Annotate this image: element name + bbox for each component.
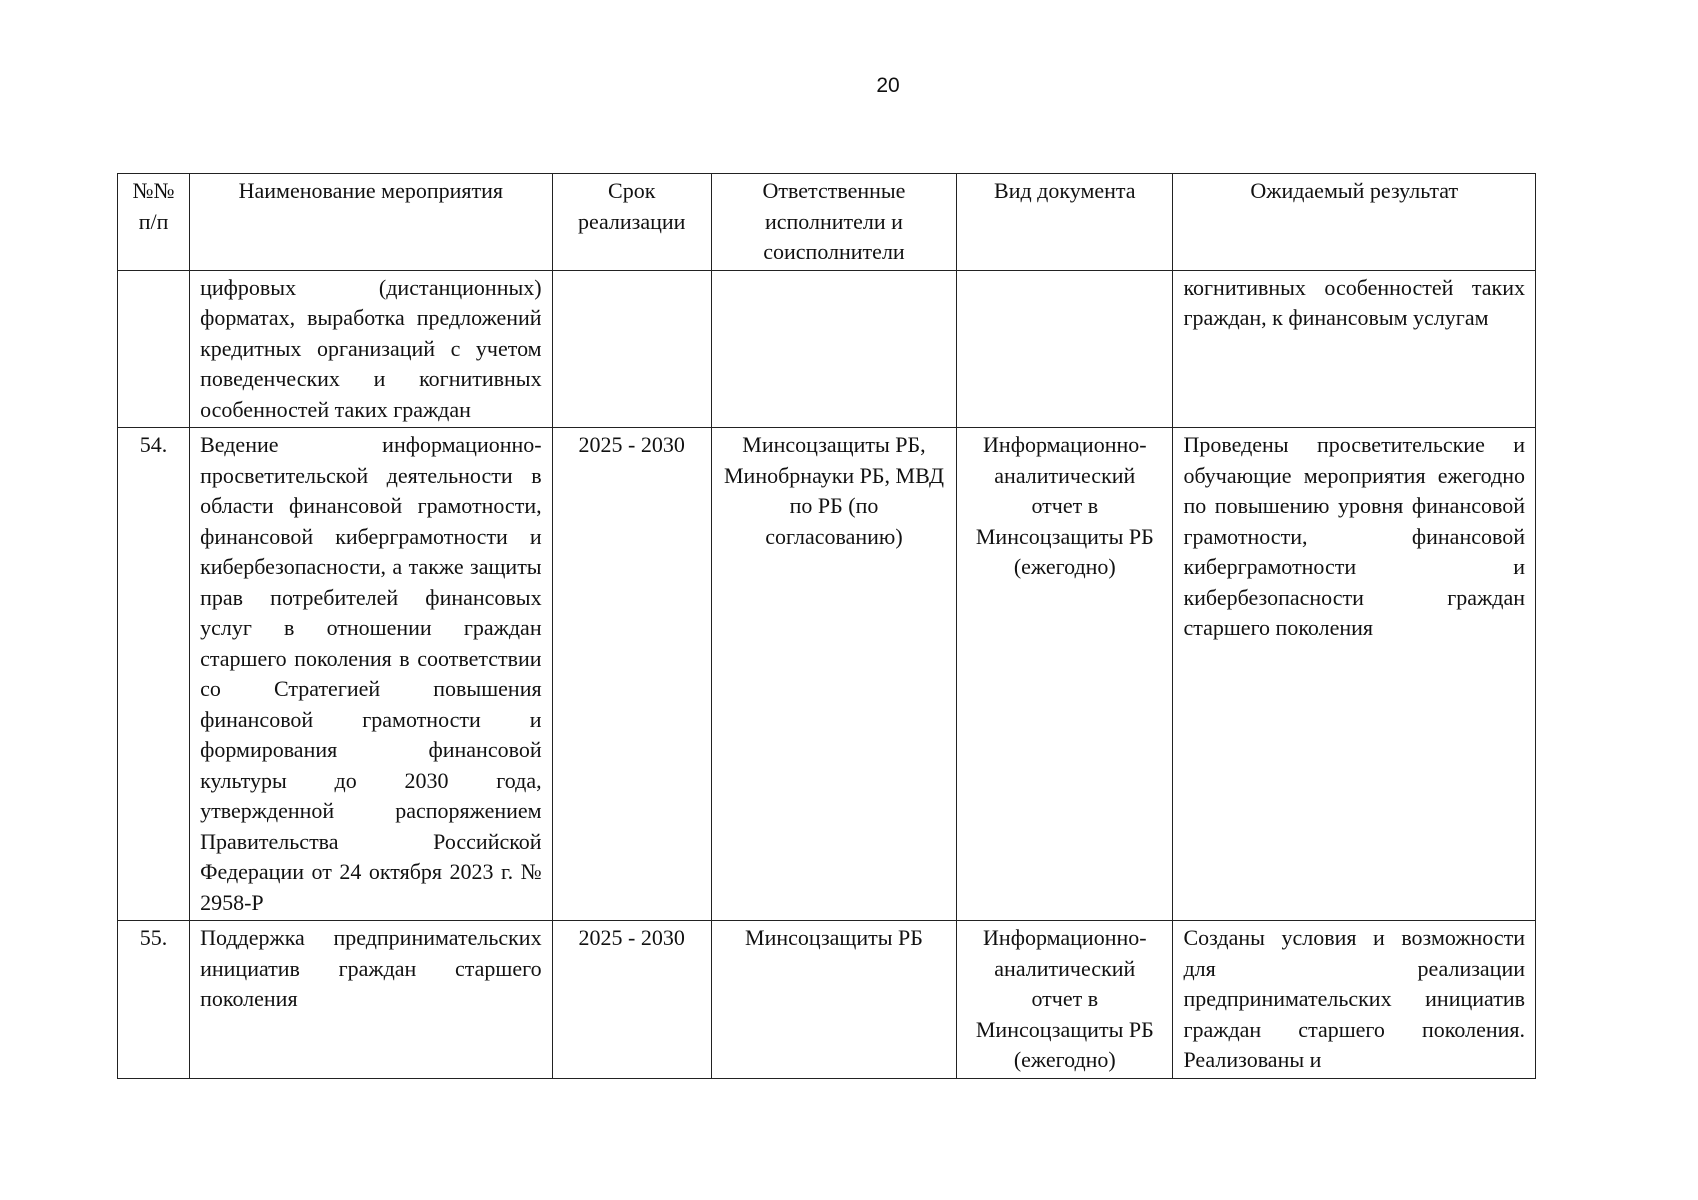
- header-doc-type: Вид документа: [957, 174, 1173, 271]
- cell-term: [552, 270, 711, 428]
- cell-num: 55.: [118, 921, 190, 1079]
- cell-responsible: Минсоцзащиты РБ, Минобрнауки РБ, МВД по РБ (по согласованию): [711, 428, 956, 921]
- cell-term: 2025 - 2030: [552, 428, 711, 921]
- header-result: Ожидаемый результат: [1173, 174, 1536, 271]
- page-number: 20: [876, 74, 900, 97]
- header-term: Срок реализации: [552, 174, 711, 271]
- table-row: [118, 428, 1536, 921]
- activities-table: [117, 173, 1536, 1079]
- table-row: [118, 921, 1536, 1079]
- cell-num: [118, 270, 190, 428]
- table-header-row: [118, 174, 1536, 271]
- cell-result: Созданы условия и возможности для реализации предпринимательских инициатив граждан старшего поколения. Реализованы и: [1173, 921, 1536, 1079]
- table-row: [118, 270, 1536, 428]
- cell-result: когнитивных особенностей таких граждан, к финансовым услугам: [1173, 270, 1536, 428]
- cell-num: 54.: [118, 428, 190, 921]
- cell-result: Проведены просветительские и обучающие мероприятия ежегодно по повышению уровня финансовой грамотности, финансовой киберграмотности и кибербезопасности граждан старшего поколения: [1173, 428, 1536, 921]
- cell-responsible: Минсоцзащиты РБ: [711, 921, 956, 1079]
- header-responsible: Ответственные исполнители и соисполнители: [711, 174, 956, 271]
- cell-name: Ведение информационно-просветительской деятельности в области финансовой грамотности, финансовой киберграмотности и кибербезопасности, а также защиты прав потребителей финансовых услуг в отношении граждан старшего поколения в соответствии со Стратегией повышения финансовой грамотности и формирования финансовой культуры до 2030 года, утвержденной распоряжением Правительства Российской Федерации от 24 октября 2023 г. № 2958-Р: [190, 428, 553, 921]
- cell-name: цифровых (дистанционных) форматах, выработка предложений кредитных организаций с учетом поведенческих и когнитивных особенностей таких граждан: [190, 270, 553, 428]
- cell-term: 2025 - 2030: [552, 921, 711, 1079]
- cell-doc-type: Информационно-аналитический отчет в Минсоцзащиты РБ (ежегодно): [957, 428, 1173, 921]
- cell-responsible: [711, 270, 956, 428]
- cell-doc-type: Информационно-аналитический отчет в Минсоцзащиты РБ (ежегодно): [957, 921, 1173, 1079]
- cell-name: Поддержка предпринимательских инициатив граждан старшего поколения: [190, 921, 553, 1079]
- cell-doc-type: [957, 270, 1173, 428]
- header-name: Наименование мероприятия: [190, 174, 553, 271]
- header-num: №№ п/п: [118, 174, 190, 271]
